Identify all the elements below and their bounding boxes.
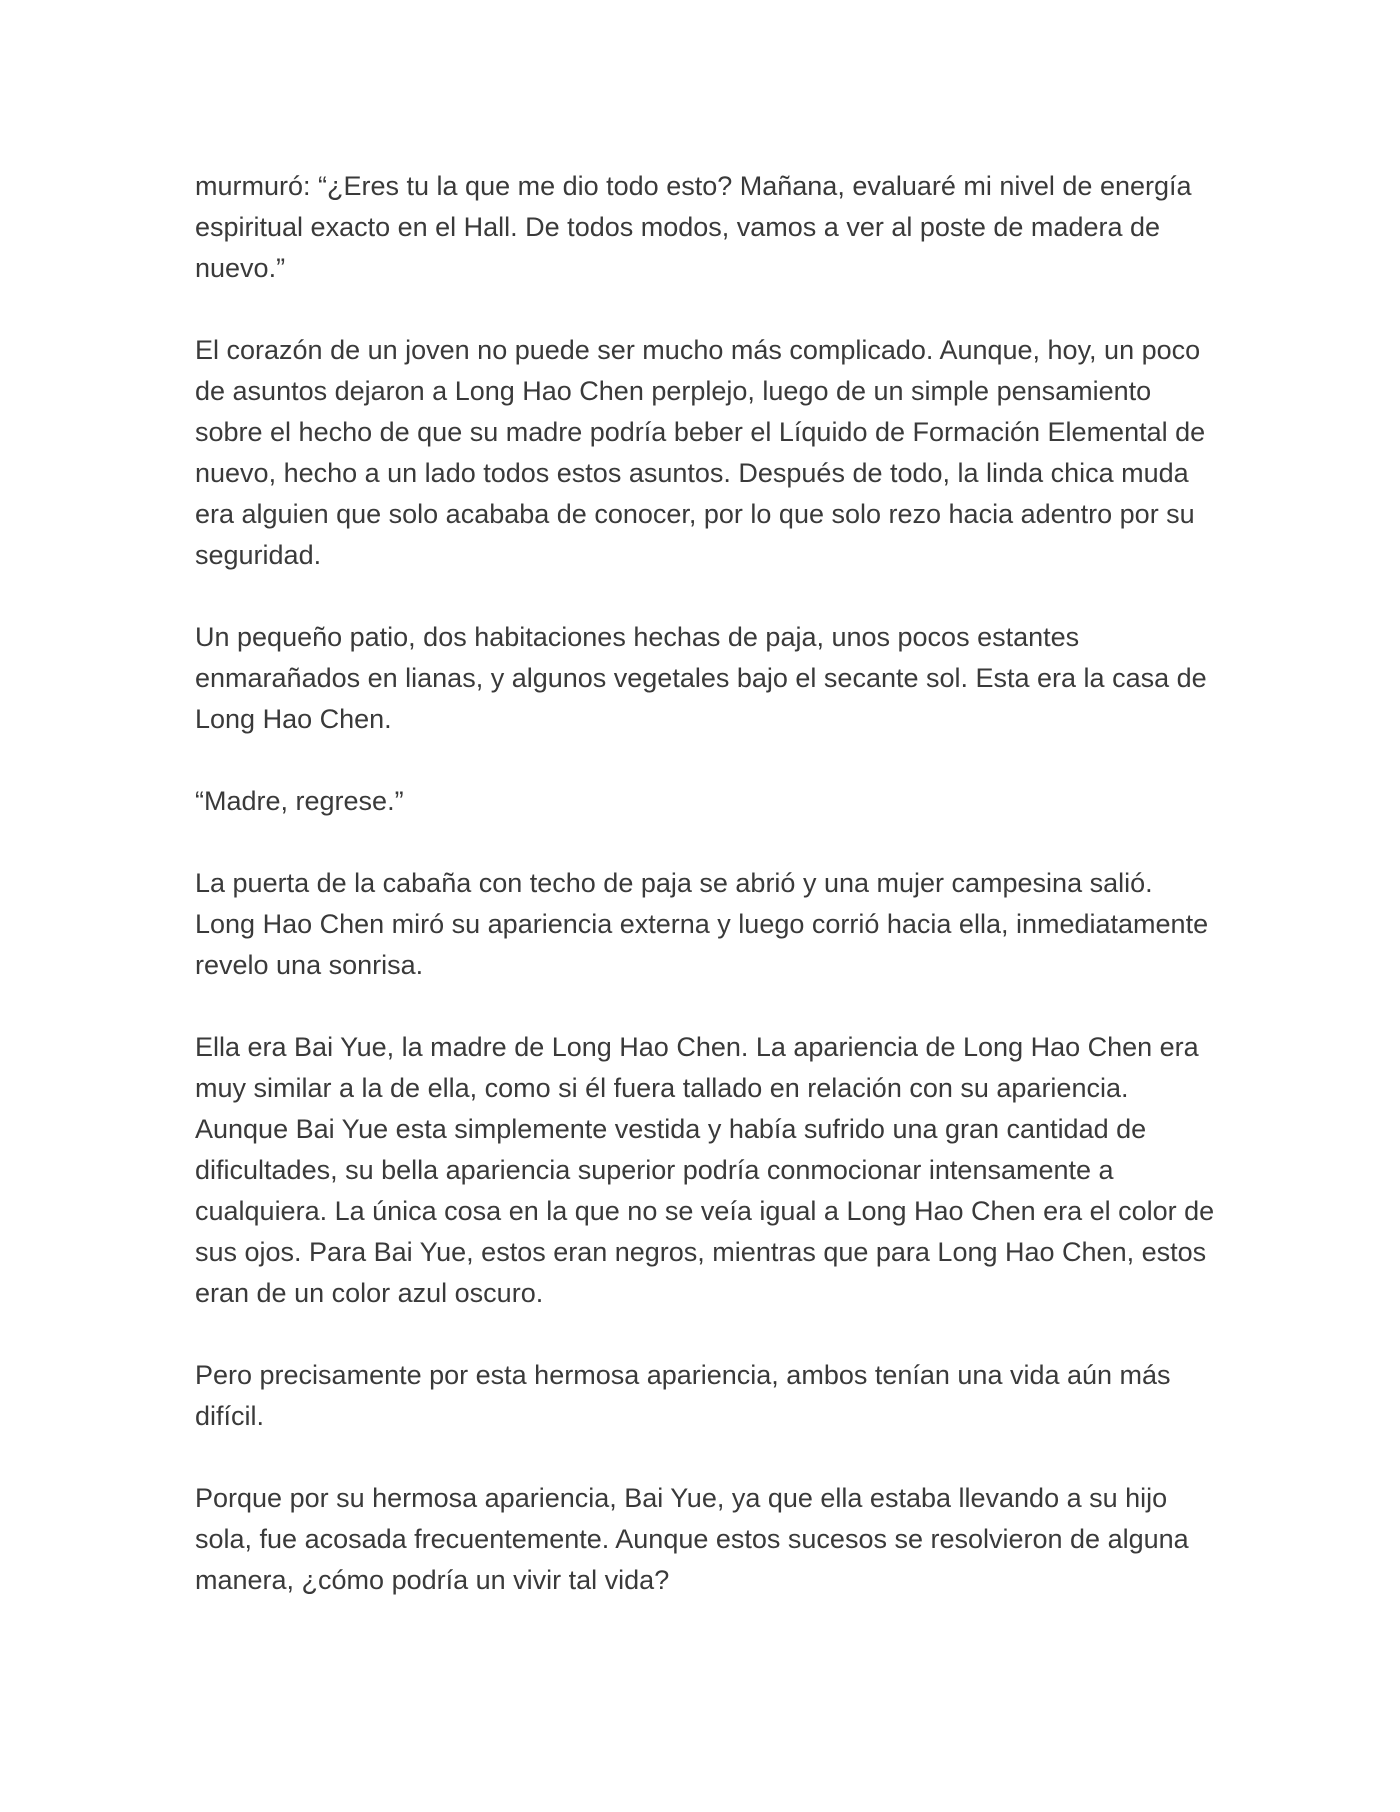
paragraph-4: “Madre, regrese.” bbox=[195, 786, 404, 816]
paragraph-7: Pero precisamente por esta hermosa apariencia, ambos tenían una vida aún más difícil. bbox=[195, 1360, 1171, 1431]
paragraph-3: Un pequeño patio, dos habitaciones hechas de paja, unos pocos estantes enmarañados en lianas, y algunos vegetales bajo el secante sol. Esta era la casa de Long Hao Chen. bbox=[195, 622, 1207, 734]
paragraph-1: murmuró: “¿Eres tu la que me dio todo esto? Mañana, evaluaré mi nivel de energía espiritual exacto en el Hall. De todos modos, vamos a ver al poste de madera de nuevo.” bbox=[195, 171, 1192, 283]
paragraph-2: El corazón de un joven no puede ser mucho más complicado. Aunque, hoy, un poco de asuntos dejaron a Long Hao Chen perplejo, luego de un simple pensamiento sobre el hecho de que su madre podría beber el Líquido de Formación Elemental de nuevo, hecho a un lado todos estos asuntos. Después de todo, la linda chica muda era alguien que solo acababa de conocer, por lo que solo rezo hacia adentro por su seguridad. bbox=[195, 335, 1206, 570]
paragraph-5: La puerta de la cabaña con techo de paja se abrió y una mujer campesina salió. Long Hao Chen miró su apariencia externa y luego corrió hacia ella, inmediatamente revelo una sonrisa. bbox=[195, 868, 1209, 980]
paragraph-8: Porque por su hermosa apariencia, Bai Yue, ya que ella estaba llevando a su hijo sola, fue acosada frecuentemente. Aunque estos sucesos se resolvieron de alguna manera, ¿cómo podría un vivir tal vida? bbox=[195, 1483, 1189, 1595]
paragraph-6: Ella era Bai Yue, la madre de Long Hao Chen. La apariencia de Long Hao Chen era muy similar a la de ella, como si él fuera tallado en relación con su apariencia. Aunque Bai Yue esta simplemente vestida y había sufrido una gran cantidad de dificultades, su bella apariencia superior podría conmocionar intensamente a cualquiera. La única cosa en la que no se veía igual a Long Hao Chen era el color de sus ojos. Para Bai Yue, estos eran negros, mientras que para Long Hao Chen, estos eran de un color azul oscuro. bbox=[195, 1032, 1215, 1308]
document-body bbox=[195, 166, 1215, 1601]
